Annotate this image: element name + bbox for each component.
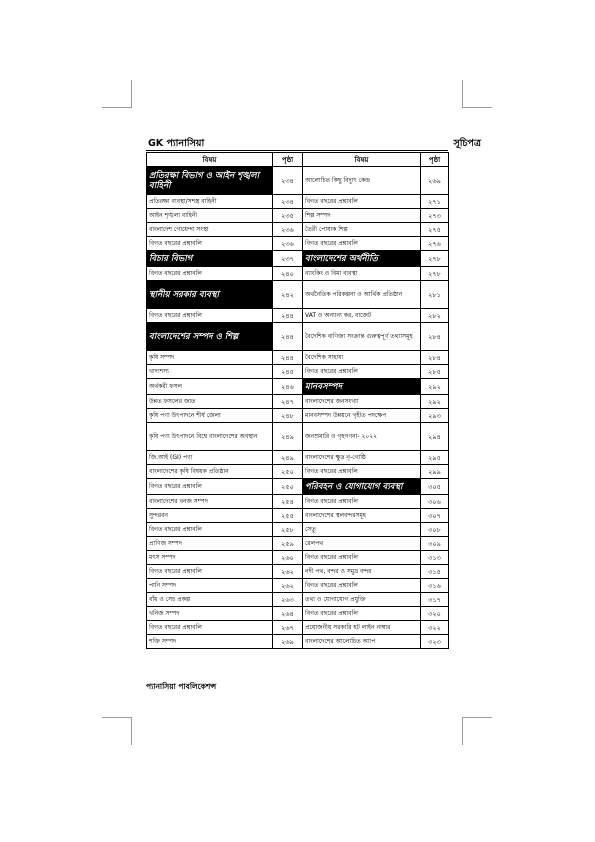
entry-left-topic: প্রাণিজ সম্পদ (147, 537, 273, 551)
entry-right-topic: আলোচিত কিছু বিদ্যুৎ কেন্দ্র (303, 167, 421, 195)
entry-left-page: ২৪৯ (273, 423, 303, 451)
entry-left-topic: বাংলাদেশের বনজ সম্পদ (147, 495, 273, 509)
table-row (147, 621, 449, 635)
entry-right-page: ২৮৫ (421, 365, 449, 379)
table-row (147, 251, 449, 267)
entry-right-page: ২৭৮ (421, 267, 449, 281)
entry-right-topic: মানবসম্পদ উন্নয়নে গৃহীত পদক্ষেপ (303, 409, 421, 423)
table-row (147, 167, 449, 195)
entry-right-topic: রেলপথ (303, 537, 421, 551)
entry-right-topic: বাংলাদেশের আলোচিত অ্যাপ (303, 635, 421, 649)
entry-right-topic: সেতু (303, 523, 421, 537)
entry-left-page: ২৬২ (273, 579, 303, 593)
entry-left-topic: কৃষি পণ্য উৎপাদনে বিশ্বে বাংলাদেশের অবস্থান (147, 423, 273, 451)
entry-left-topic: খনিজ সম্পদ (147, 607, 273, 621)
entry-right-topic: বিগত বছরের প্রশ্নাবলি (303, 495, 421, 509)
entry-left-topic: বিগত বছরের প্রশ্নাবলি (147, 523, 273, 537)
entry-right-page: ৩০৫ (421, 479, 449, 495)
entry-right-page: ২৯৪ (421, 423, 449, 451)
entry-left-page: ২৬৯ (273, 635, 303, 649)
column-header-page: পৃষ্ঠা (421, 153, 449, 167)
entry-right-topic: তৈরী পোষাক শিল্প (303, 223, 421, 237)
running-header-section: সূচিপত্র (453, 138, 481, 149)
entry-left-page: ২৩৭ (273, 251, 303, 267)
entry-right-page: ২৯২ (421, 395, 449, 409)
entry-left-topic: জি.আই (GI) পণ্য (147, 451, 273, 465)
entry-left-page: ২৬৪ (273, 607, 303, 621)
section-heading-left-topic: বাংলাদেশের সম্পদ ও শিল্প (147, 323, 273, 351)
entry-left-page: ২৪৯ (273, 451, 303, 465)
entry-right-topic: বৈদেশিক বাণিজ্য সংক্রান্ত গুরুত্বপূর্ণ তথ্যাসমূহ (303, 323, 421, 351)
table-row (147, 223, 449, 237)
entry-left-page: ২৪৭ (273, 395, 303, 409)
table-row (147, 523, 449, 537)
table-row (147, 395, 449, 409)
entry-left-topic: বিগত বছরের প্রশ্নাবলি (147, 565, 273, 579)
entry-left-topic: উন্নত ফসলের জাত (147, 395, 273, 409)
table-row (147, 365, 449, 379)
crop-mark (462, 717, 463, 745)
entry-left-page: ২৬৩ (273, 593, 303, 607)
table-row (147, 267, 449, 281)
contents-table (146, 152, 449, 649)
entry-right-page: ২৭৫ (421, 223, 449, 237)
entry-right-page: ২৭৮ (421, 251, 449, 267)
entry-right-page: ২৯৫ (421, 451, 449, 465)
table-row (147, 593, 449, 607)
entry-right-page: ২৯৩ (421, 409, 449, 423)
entry-right-topic: বৈদেশিক সাহায্য (303, 351, 421, 365)
entry-left-page: ২৫৯ (273, 537, 303, 551)
entry-right-topic: বিগত বছরের প্রশ্নাবলি (303, 551, 421, 565)
entry-left-topic: বিগত বছরের প্রশ্নাবলি (147, 621, 273, 635)
entry-right-page: ৩০৬ (421, 495, 449, 509)
crop-mark (462, 717, 492, 718)
entry-right-topic: ব্যাংকিং ও বিমা ব্যবস্থা (303, 267, 421, 281)
table-row (147, 465, 449, 479)
entry-left-topic: বিগত বছরের প্রশ্নাবলি (147, 267, 273, 281)
entry-left-topic: কৃষি সম্পদ (147, 351, 273, 365)
entry-right-page: ৩০৯ (421, 537, 449, 551)
entry-left-topic: শক্তি সম্পদ (147, 635, 273, 649)
entry-right-page: ৩২২ (421, 621, 449, 635)
table-row (147, 281, 449, 309)
table-row (147, 635, 449, 649)
table-row (147, 579, 449, 593)
entry-left-topic: খাদ্যশস্য (147, 365, 273, 379)
entry-right-page: ২৮৪ (421, 351, 449, 365)
entry-right-topic: বাংলাদেশের স্থলবন্দরসমূহ (303, 509, 421, 523)
section-heading-left-topic: বিচার বিভাগ (147, 251, 273, 267)
entry-left-page: ২৪৪ (273, 351, 303, 365)
entry-right-page: ২৯৯ (421, 465, 449, 479)
entry-right-topic: বিগত বছরের প্রশ্নাবলি (303, 465, 421, 479)
entry-right-page: ৩১৩ (421, 551, 449, 565)
table-row (147, 409, 449, 423)
entry-left-topic: প্রতিরক্ষা ব্যবস্থা/সশস্ত্র বাহিনী (147, 195, 273, 209)
table-row (147, 351, 449, 365)
entry-left-page: ২৬৭ (273, 621, 303, 635)
entry-right-page: ২৮১ (421, 281, 449, 309)
contents-body (147, 167, 449, 649)
entry-right-page: ৩১৫ (421, 565, 449, 579)
entry-right-topic: বিগত বছরের প্রশ্নাবলি (303, 607, 421, 621)
table-row (147, 495, 449, 509)
entry-left-page: ২৪৬ (273, 379, 303, 395)
entry-left-page: ২৩৬ (273, 223, 303, 237)
entry-left-topic: কৃষি পণ্য উৎপাদনে শীর্ষ জেলা (147, 409, 273, 423)
section-heading-left-topic: স্থানীয় সরকার ব্যবস্থা (147, 281, 273, 309)
entry-left-page: ২৪৪ (273, 323, 303, 351)
entry-right-topic: বিগত বছরের প্রশ্নাবলি (303, 195, 421, 209)
entry-left-topic: সুন্দরবন (147, 509, 273, 523)
entry-left-page: ২৪৫ (273, 365, 303, 379)
section-heading-right-topic: মানবসম্পদ (303, 379, 421, 395)
entry-left-topic: বিগত বছরের প্রশ্নাবলি (147, 479, 273, 495)
entry-left-topic: আইন শৃঙ্খলা বাহিনী (147, 209, 273, 223)
entry-left-page: ২৩৪ (273, 195, 303, 209)
crop-mark (462, 107, 492, 108)
table-row (147, 537, 449, 551)
entry-right-page: ৩১৬ (421, 579, 449, 593)
entry-left-topic: বাঁধ ও সেচ প্রকল্প (147, 593, 273, 607)
entry-left-page: ২৪২ (273, 281, 303, 309)
entry-right-topic: শিল্প সম্পদ (303, 209, 421, 223)
entry-right-page: ২৭৩ (421, 209, 449, 223)
column-header-subject: বিষয় (303, 153, 421, 167)
entry-left-page: ২৩৪ (273, 167, 303, 195)
entry-left-topic: বাংলাদেশের কৃষি বিষয়ক প্রতিষ্ঠান (147, 465, 273, 479)
table-row (147, 195, 449, 209)
entry-right-topic: বিগত বছরের প্রশ্নাবলি (303, 365, 421, 379)
entry-right-page: ৩০৮ (421, 523, 449, 537)
entry-right-topic: বিগত বছরের প্রশ্নাবলি (303, 237, 421, 251)
header-rule (146, 150, 448, 151)
section-heading-left-topic: প্রতিরক্ষা বিভাগ ও আইন শৃঙ্খলা বাহিনী (147, 167, 273, 195)
entry-right-topic: নদী পথ, বন্দর ও সমুদ্র বন্দর (303, 565, 421, 579)
entry-right-page: ২৮৪ (421, 323, 449, 351)
entry-right-topic: তথ্য ও যোগাযোগ প্রযুক্তি (303, 593, 421, 607)
table-row (147, 237, 449, 251)
entry-left-page: ২৬২ (273, 565, 303, 579)
table-row (147, 551, 449, 565)
entry-left-page: ২৬০ (273, 551, 303, 565)
table-row (147, 423, 449, 451)
entry-left-page: ২৪০ (273, 267, 303, 281)
table-header-row (147, 153, 449, 167)
crop-mark (462, 80, 463, 108)
table-row (147, 565, 449, 579)
entry-left-topic: বিগত বছরের প্রশ্নাবলি (147, 237, 273, 251)
entry-left-topic: অর্থকরী ফসল (147, 379, 273, 395)
entry-left-page: ২৩৫ (273, 209, 303, 223)
crop-mark (102, 107, 132, 108)
section-heading-right-topic: পরিবহন ও যোগাযোগ ব্যবস্থা (303, 479, 421, 495)
column-header-subject: বিষয় (147, 153, 273, 167)
entry-left-topic: বিগত বছরের প্রশ্নাবলি (147, 309, 273, 323)
entry-right-topic: অর্থনৈতিক পরিকল্পনা ও আর্থিক প্রতিষ্ঠান (303, 281, 421, 309)
entry-right-page: ৩১৭ (421, 593, 449, 607)
entry-left-topic: বাংলাদেশ গোয়েন্দা সংস্থা (147, 223, 273, 237)
entry-left-page: ২৫৮ (273, 523, 303, 537)
table-row (147, 607, 449, 621)
entry-left-page: ২৫০ (273, 465, 303, 479)
table-row (147, 451, 449, 465)
entry-right-topic: বিগত বছরের প্রশ্নাবলি (303, 579, 421, 593)
entry-right-topic: জনশুমারি ও গৃহগণনা- ২০২২ (303, 423, 421, 451)
entry-right-page: ৩০৭ (421, 509, 449, 523)
entry-left-page: ২৪৮ (273, 409, 303, 423)
entry-right-topic: VAT ও অন্যান্য কর, বাজেট (303, 309, 421, 323)
publisher-footer: প্যানাসিয়া পাবলিকেশন্স (146, 682, 217, 691)
entry-right-page: ৩২৩ (421, 635, 449, 649)
entry-right-page: ২৬৯ (421, 167, 449, 195)
running-header-title: GK প্যানাসিয়া (148, 138, 205, 149)
crop-mark (131, 717, 132, 745)
table-row (147, 323, 449, 351)
table-row (147, 209, 449, 223)
entry-left-page: ২৪৪ (273, 309, 303, 323)
crop-mark (102, 717, 132, 718)
entry-left-page: ২৫৫ (273, 509, 303, 523)
crop-mark (131, 80, 132, 108)
entry-left-topic: মৎস সম্পদ (147, 551, 273, 565)
column-header-page: পৃষ্ঠা (273, 153, 303, 167)
entry-right-topic: বাংলাদেশের জনসংখ্যা (303, 395, 421, 409)
entry-left-page: ২৫৪ (273, 495, 303, 509)
entry-right-topic: বাংলাদেশের ক্ষুদ্র নৃ-গোষ্ঠি (303, 451, 421, 465)
table-row (147, 309, 449, 323)
entry-right-topic: প্রয়োজনীয় সরকারি হট লাইন নাম্বার (303, 621, 421, 635)
entry-right-page: ২৭৬ (421, 237, 449, 251)
table-row (147, 509, 449, 523)
entry-right-page: ২৯২ (421, 379, 449, 395)
entry-left-page: ২৫০ (273, 479, 303, 495)
entry-left-topic: পানি সম্পদ (147, 579, 273, 593)
entry-right-page: ২৭১ (421, 195, 449, 209)
section-heading-right-topic: বাংলাদেশের অর্থনীতি (303, 251, 421, 267)
entry-right-page: ২৮২ (421, 309, 449, 323)
table-row (147, 379, 449, 395)
entry-left-page: ২৩৬ (273, 237, 303, 251)
entry-right-page: ৩২০ (421, 607, 449, 621)
table-row (147, 479, 449, 495)
